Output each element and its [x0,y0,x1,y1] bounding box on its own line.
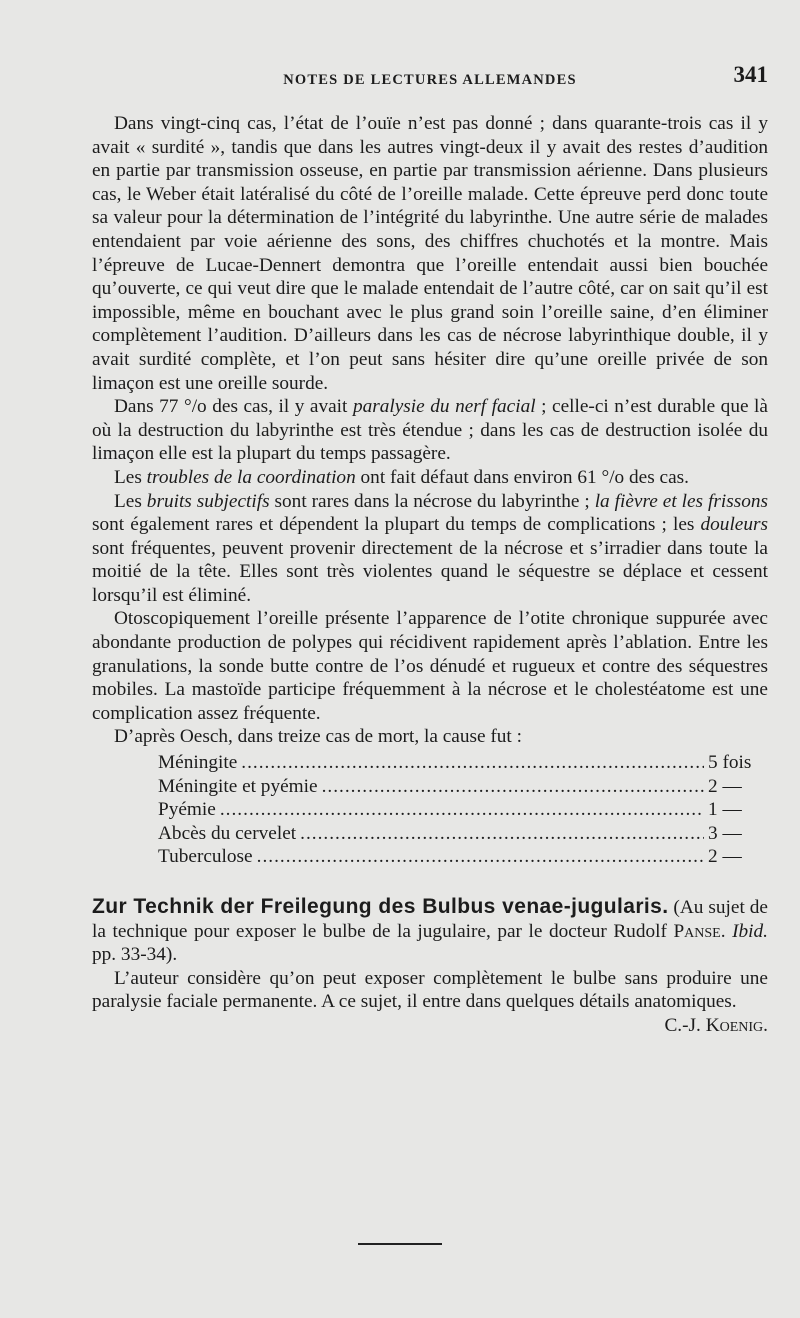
section-divider [358,1243,442,1245]
article-heading [92,895,768,967]
text-run: pp. 33-34). [92,944,178,966]
cause-count: 2 — [708,775,742,797]
text-run: sont fréquentes, peuvent provenir directement de la nécrose et s’irradier dans toute la moitié de la tête. Elles sont très violentes quand le séquestre se déplace et cessent lorsqu’il est éliminé. [92,537,768,606]
cause-name: Méningite [158,752,238,774]
paragraph-causes-intro: D’après Oesch, dans treize cas de mort, la cause fut : [114,726,522,748]
ibid-reference: Ibid. [732,920,768,942]
dot-leader [322,775,704,799]
article-title: Zur Technik der Freilegung des Bulbus venae-jugularis. [92,895,669,918]
cause-count: 3 — [708,822,742,844]
page-header [92,62,768,98]
text-run: . [763,1014,768,1036]
paragraph-symptoms [92,490,768,608]
paragraph-hearing: Dans vingt-cinq cas, l’état de l’ouïe n’est pas donné ; dans quarante-trois cas il y avait « surdité », tandis que dans les autres vingt-deux il y avait des restes d’audition en partie par transmission osseuse, en partie par transmission aérienne. Dans plusieurs cas, le Weber était latéralisé du côté de l’oreille malade. Cette épreuve perd donc toute sa valeur pour la détermination de l’intégrité du labyrinthe. Une autre série de malades entendaient par voie aérienne des sons, des chiffres chuchotés et la montre. Mais l’épreuve de Lucae-Dennert demontra que l’oreille entendait aussi bien bouchée qu’ouverte, ce qui veut dire que le malade entendait de l’autre côté, car on sait qu’il est impossible, même en bouchant avec le plus grand soin l’oreille saine, d’en éliminer complètement l’audition. D’ailleurs dans les cas de nécrose labyrinthique double, il y avait surdité complète, et l’on peut sans hésiter dire qu’une oreille privée de son limaçon est une oreille sourde. [92,113,768,394]
emphasis-text: la fièvre et les frissons [594,490,769,512]
cause-row [92,751,768,775]
cause-name: Tuberculose [158,846,253,868]
cause-name: Méningite et pyémie [158,775,318,797]
signature [664,1014,768,1038]
text-run: sont rares dans la nécrose du labyrinthe ; [269,490,595,512]
cause-row [92,845,768,869]
emphasis-text: troubles de la coordination [146,466,356,488]
text-run: ; celle-ci n’est durable que là où la destruction du labyrinthe est très étendue ; dans les cas de destruction isolée du limaçon elle est la plupart du temps passagère. [92,396,768,465]
cause-count: 1 — [708,799,742,821]
cause-row [92,798,768,822]
text-run: C.-J. [664,1014,706,1036]
body-text [92,112,768,1038]
text-run: . [720,920,733,942]
text-run: sont également rares et dépendent la plupart du temps de complications ; les [92,514,701,536]
cause-row [92,822,768,846]
emphasis-text: douleurs [700,514,768,536]
text-run: ont fait défaut dans environ 61 °/o des cas. [355,466,689,488]
text-run: Les [114,466,147,488]
paragraph-coordination [92,466,768,490]
dot-leader [241,751,704,775]
paragraph-otoscopy: Otoscopiquement l’oreille présente l’apparence de l’otite chronique suppurée avec abondante production de polypes qui récidivent rapidement après l’ablation. Entre les granulations, la sonde butte contre de l’os dénudé et rugueux et contre des séquestres mobiles. La mastoïde participe fréquemment à la nécrose et le cholestéatome est une complication assez fréquente. [92,608,768,724]
text-run: (Au sujet de la technique pour exposer le bulbe de la jugulaire, par le docteur Rudolf [92,897,768,942]
emphasis-text: bruits subjectifs [146,490,270,512]
dot-leader [220,798,704,822]
cause-count: 5 fois [708,752,752,774]
text-run: Les [114,490,147,512]
cause-name: Abcès du cervelet [158,822,297,844]
running-title: NOTES DE LECTURES ALLEMANDES [283,72,577,88]
cause-name: Pyémie [158,799,216,821]
signature-name: Koenig [705,1014,764,1036]
dot-leader [257,845,704,869]
paragraph-article-body [92,967,768,1036]
text-run: Dans 77 °/o des cas, il y avait [114,396,353,418]
cause-count: 2 — [708,846,742,868]
paragraph-facial-paralysis [92,395,768,466]
dot-leader [300,822,704,846]
emphasis-text: paralysie du nerf facial [352,396,536,418]
causes-list [92,751,768,869]
author-name: Panse [673,920,721,942]
text-run: L’auteur considère qu’on peut exposer complètement le bulbe sans produire une paralysie faciale permanente. A ce sujet, il entre dans quelques détails anatomiques. [92,967,768,1013]
cause-row [92,775,768,799]
page-number: 341 [733,62,768,87]
